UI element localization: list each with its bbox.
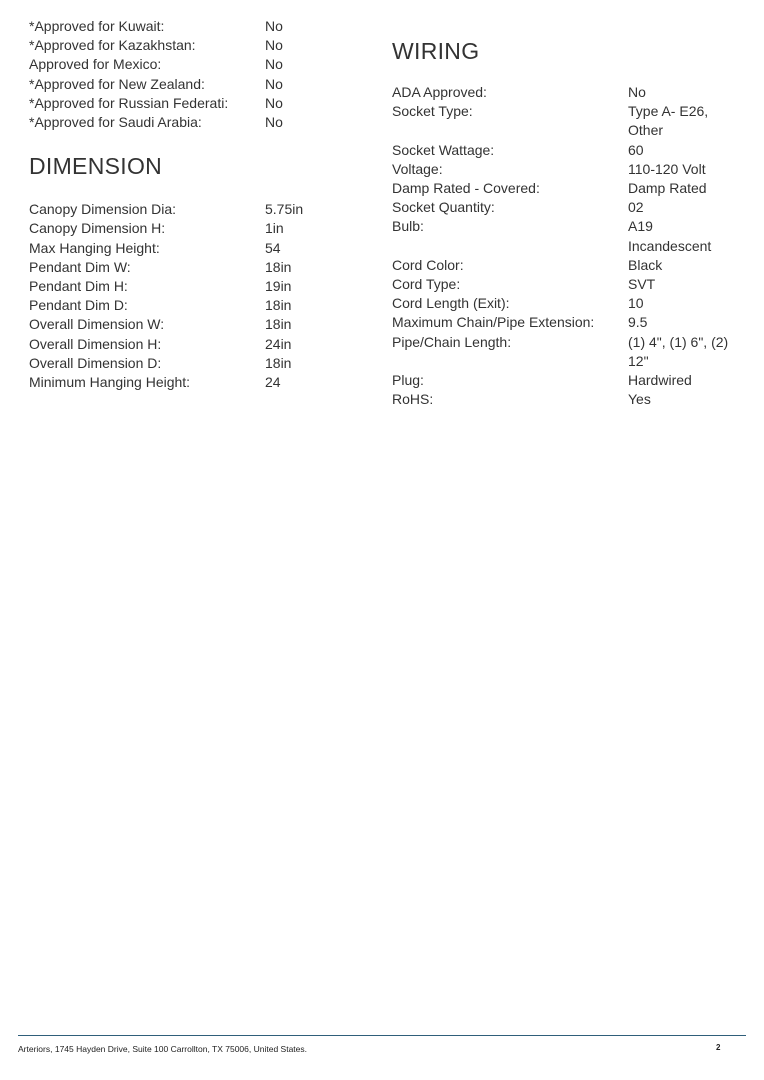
spec-row — [392, 371, 752, 390]
page-number: 2 — [716, 1043, 721, 1052]
spec-label: Pipe/Chain Length: — [392, 333, 512, 350]
spec-label: Maximum Chain/Pipe Extension: — [392, 314, 595, 331]
spec-label: Plug: — [392, 372, 424, 389]
spec-label: Cord Type: — [392, 276, 461, 293]
spec-value: A19 Incandescent — [628, 218, 712, 254]
spec-value: No — [265, 56, 283, 73]
spec-value: 1in — [265, 220, 284, 237]
spec-label: *Approved for Kazakhstan: — [29, 37, 196, 54]
spec-label: *Approved for Saudi Arabia: — [29, 114, 202, 131]
spec-label: Overall Dimension H: — [29, 335, 162, 352]
spec-label: Overall Dimension D: — [29, 354, 162, 371]
spec-row — [29, 239, 359, 258]
spec-row — [29, 219, 359, 238]
spec-label: *Approved for New Zealand: — [29, 75, 205, 92]
spec-row — [29, 315, 359, 334]
spec-value: 18in — [265, 316, 292, 333]
spec-label: Approved for Mexico: — [29, 56, 162, 73]
spec-row — [392, 256, 752, 275]
spec-row — [29, 277, 359, 296]
spec-row — [392, 198, 752, 217]
spec-value: No — [265, 114, 283, 131]
approvals-list — [29, 17, 359, 132]
footer-divider — [18, 1035, 746, 1036]
spec-value: No — [265, 18, 283, 34]
spec-row — [29, 17, 359, 36]
spec-label: *Approved for Kuwait: — [29, 18, 165, 34]
spec-label: Pendant Dim H: — [29, 278, 128, 295]
wiring-list — [392, 83, 752, 409]
spec-row — [392, 179, 752, 198]
spec-label: Pendant Dim D: — [29, 297, 128, 314]
spec-row — [29, 94, 359, 113]
spec-row — [392, 217, 752, 255]
spec-label: Cord Color: — [392, 256, 464, 273]
spec-label: Minimum Hanging Height: — [29, 374, 191, 391]
spec-row — [29, 258, 359, 277]
spec-row — [392, 333, 752, 371]
spec-value: 19in — [265, 278, 292, 295]
spec-label: Voltage: — [392, 160, 443, 177]
spec-label: Damp Rated - Covered: — [392, 180, 540, 197]
spec-value: 5.75in — [265, 201, 304, 218]
spec-label: ADA Approved: — [392, 84, 487, 100]
spec-value: 18in — [265, 297, 292, 314]
spec-row — [29, 55, 359, 74]
spec-row — [29, 36, 359, 55]
spec-label: Socket Quantity: — [392, 199, 495, 216]
spec-label: Overall Dimension W: — [29, 316, 165, 333]
spec-label: Pendant Dim W: — [29, 258, 131, 275]
spec-row — [392, 275, 752, 294]
spec-value: 18in — [265, 258, 292, 275]
spec-label: Cord Length (Exit): — [392, 295, 510, 312]
spec-label: Canopy Dimension H: — [29, 220, 166, 237]
spec-label: Socket Wattage: — [392, 141, 495, 158]
spec-value: 24in — [265, 335, 292, 352]
left-column — [29, 0, 359, 392]
spec-row — [29, 335, 359, 354]
spec-value: 18in — [265, 354, 292, 371]
spec-value: (1) 4", (1) 6", (2) 12" — [628, 333, 729, 369]
spec-value: Yes — [628, 391, 651, 408]
spec-label: Max Hanging Height: — [29, 239, 160, 256]
spec-label: RoHS: — [392, 391, 434, 408]
spec-value: Damp Rated — [628, 180, 707, 197]
dimension-section-title: DIMENSION — [29, 153, 163, 180]
spec-row — [29, 354, 359, 373]
spec-value: No — [265, 75, 283, 92]
dimension-list — [29, 200, 359, 392]
spec-value: No — [265, 37, 283, 54]
spec-row — [29, 373, 359, 392]
right-column — [392, 0, 752, 409]
spec-value: Type A- E26, Other — [628, 103, 709, 139]
spec-label: Canopy Dimension Dia: — [29, 201, 177, 218]
spec-value: Hardwired — [628, 372, 692, 389]
spec-row — [392, 313, 752, 332]
spec-value: 110-120 Volt — [628, 160, 706, 177]
spec-row — [392, 83, 752, 102]
spec-value: 54 — [265, 239, 281, 256]
footer-address: Arteriors, 1745 Hayden Drive, Suite 100 Carrollton, TX 75006, United States. — [18, 1044, 307, 1054]
spec-value: No — [265, 94, 283, 111]
spec-row — [392, 141, 752, 160]
spec-value: 9.5 — [628, 314, 648, 331]
spec-label: Bulb: — [392, 218, 424, 235]
spec-value: SVT — [628, 276, 656, 293]
spec-value: 60 — [628, 141, 644, 158]
spec-label: Socket Type: — [392, 103, 473, 120]
spec-value: 10 — [628, 295, 644, 312]
wiring-section-title: WIRING — [392, 38, 480, 64]
spec-row — [392, 160, 752, 179]
spec-row — [392, 102, 752, 140]
spec-row — [392, 390, 752, 409]
spec-value: Black — [628, 256, 663, 273]
spec-row — [29, 75, 359, 94]
spec-value: 02 — [628, 199, 644, 216]
spec-value: 24 — [265, 374, 281, 391]
spec-row — [392, 294, 752, 313]
spec-label: *Approved for Russian Federati: — [29, 94, 229, 111]
spec-row — [29, 296, 359, 315]
spec-value: No — [628, 84, 646, 100]
spec-row — [29, 113, 359, 132]
spec-row — [29, 200, 359, 219]
